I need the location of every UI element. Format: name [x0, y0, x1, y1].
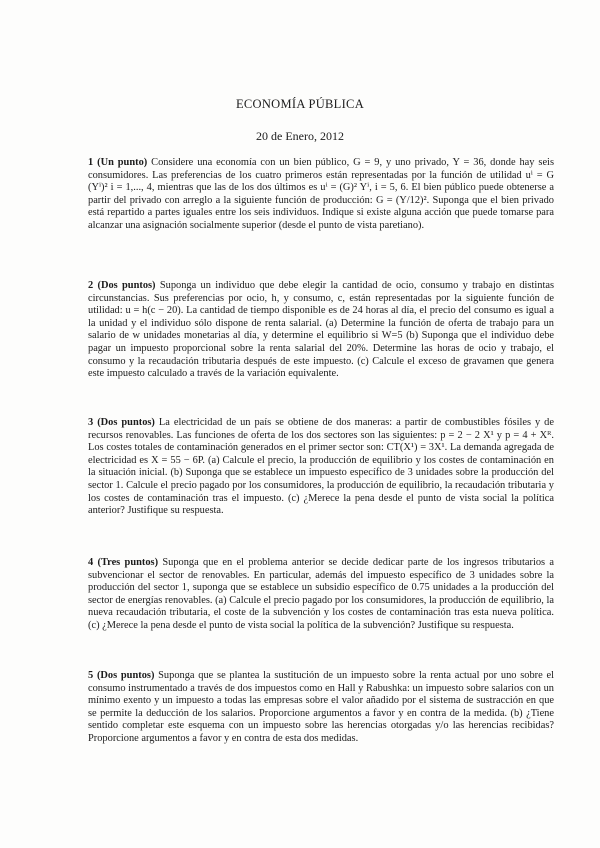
problem-4-points: (Tres puntos) [97, 557, 159, 568]
problem-5-number: 5 [88, 670, 94, 681]
problem-1 [88, 157, 554, 233]
document-date: 20 de Enero, 2012 [256, 129, 344, 143]
problem-1-text: Considere una economía con un bien público, G = 9, y uno privado, Y = 36, donde hay seis consumidores. Las preferencias de los cuatro primeros están representadas por la función de utilidad uⁱ = G (Yⁱ)² i = 1,..., 4, mientras que las de los dos últimos es uⁱ = (G)² Yⁱ, i = 5, 6. El bien público puede obtenerse a partir del privado con arreglo a la siguiente función de producción: G = (Y/12)². Suponga que el bien privado está repartido a partes iguales entre los seis individuos. Indique si existe alguna acción que puede tomarse para alcanzar una asignación socialmente superior (desde el punto de vista paretiano). [88, 157, 554, 231]
problem-5 [88, 670, 554, 746]
problem-2 [88, 280, 554, 381]
problem-2-points: (Dos puntos) [97, 280, 156, 291]
problem-2-text: Suponga un individuo que debe elegir la cantidad de ocio, consumo y trabajo en distintas circunstancias. Sus preferencias por ocio, h, y consumo, c, están representadas por la siguiente función de utilidad: u = h(c − 20). La cantidad de tiempo disponible es de 24 horas al día, el precio del consumo es igual a la unidad y el individuo sólo dispone de renta salarial. (a) Determine la función de oferta de trabajo para un salario de w unidades monetarias al día, y determine el equilibrio si W=5 (b) Suponga que el individuo debe pagar un impuesto proporcional sobre la renta salarial del 20%. Determine las horas de ocio y trabajo, el consumo y la recaudación tributaria después de este impuesto. (c) Calcule el exceso de gravamen que genera este impuesto calculado a través de la variación equivalente. [88, 280, 554, 380]
problem-4-number: 4 [88, 557, 94, 568]
problem-5-text: Suponga que se plantea la sustitución de un impuesto sobre la renta actual por uno sobre el consumo instrumentado a través de dos impuestos como en Hall y Rabushka: un impuesto sobre salarios con un mínimo exento y un impuesto a todas las empresas sobre el valor añadido por el sistema de sustracción en que se permite la deducción de los salarios. Proporcione argumentos a favor y en contra de la medida. (b) ¿Tiene sentido completar este esquema con un impuesto sobre las herencias otorgadas y/o las herencias recibidas? Proporcione argumentos a favor y en contra de esta dos medidas. [88, 670, 554, 744]
problem-3 [88, 417, 554, 518]
problem-3-points: (Dos puntos) [97, 417, 155, 428]
problem-3-text: La electricidad de un país se obtiene de dos maneras: a partir de combustibles fósiles y de recursos renovables. Las funciones de oferta de los dos sectores son las siguientes: p = 2 − 2 X¹ y p = 4 + Xᴿ. Los costes totales de contaminación generados en el primer sector son: CT(X¹) = 3X¹. La demanda agregada de electricidad es X = 55 − 6P. (a) Calcule el precio, la producción de equilibrio y los costes de contaminación en la situación inicial. (b) Suponga que se establece un impuesto específico de 3 unidades sobre la producción del sector 1. Calcule el precio pagado por los consumidores, la producción de equilibrio, la recaudación tributaria y los costes de contaminación tras el impuesto. (c) ¿Merece la pena desde el punto de vista social la política anterior? Justifique su respuesta. [88, 417, 554, 517]
problem-5-points: (Dos puntos) [96, 670, 155, 681]
problem-1-points: (Un punto) [97, 157, 148, 168]
problem-2-number: 2 [88, 280, 94, 291]
problem-4 [88, 557, 554, 633]
document-title: ECONOMÍA PÚBLICA [235, 97, 365, 111]
problem-4-text: Suponga que en el problema anterior se decide dedicar parte de los ingresos tributarios a subvencionar el sector de renovables. En particular, además del impuesto específico de 3 unidades sobre la producción del sector 1, suponga que se establece un subsidio específico de 0.75 unidades a la producción del sector de energías renovables. (a) Calcule el precio pagado por los consumidores, la producción de equilibrio, la nueva recaudación tributaria, el coste de la subvención y los costes de contaminación tras esta nueva política. (c) ¿Merece la pena desde el punto de vista social la política de la subvención? Justifique su respuesta. [88, 557, 554, 631]
problem-3-number: 3 [88, 417, 94, 428]
problem-1-number: 1 [88, 157, 94, 168]
